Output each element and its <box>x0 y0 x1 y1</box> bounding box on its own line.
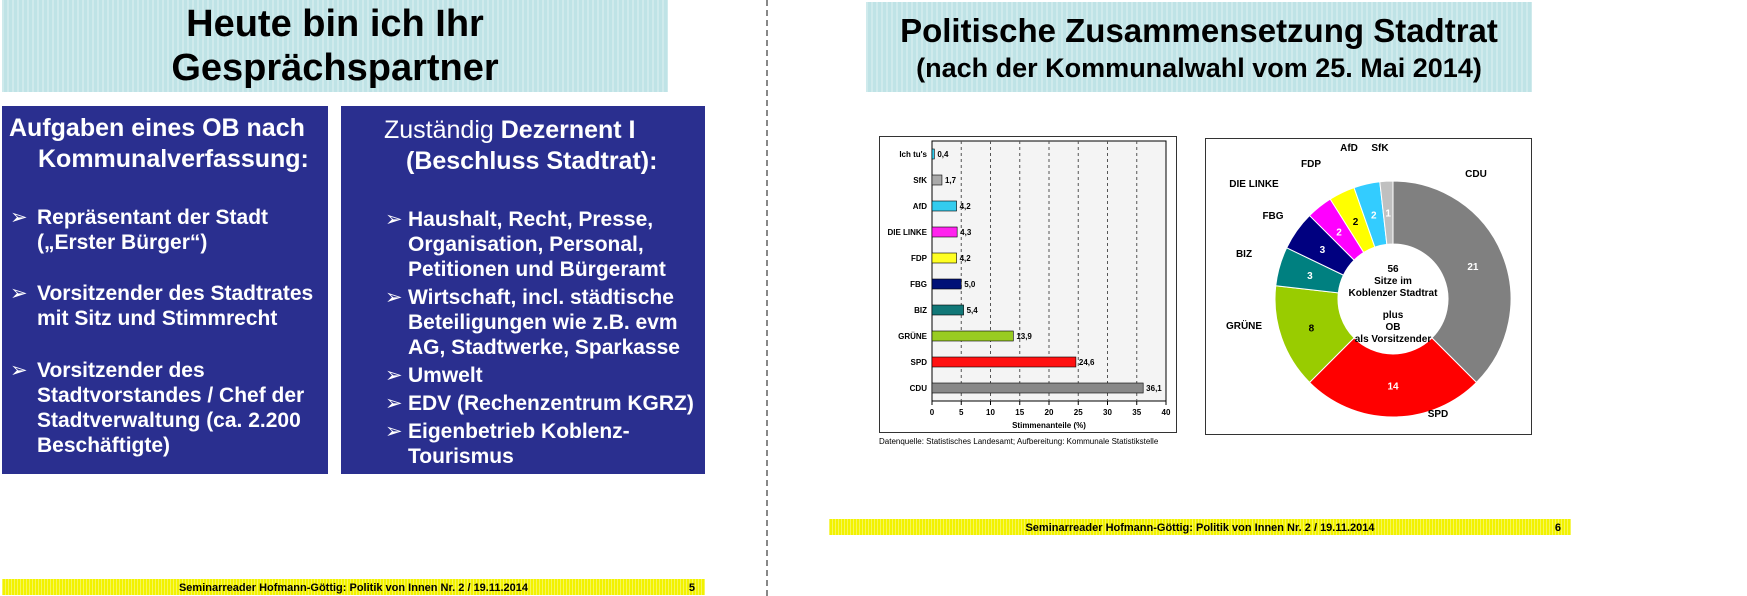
arrow-bullet-icon: ➢ <box>385 392 403 415</box>
footer-text: Seminarreader Hofmann-Göttig: Politik von Innen Nr. 2 / 19.11.2014 <box>178 582 529 594</box>
ob-tasks-box <box>2 106 328 474</box>
page-number: 5 <box>688 582 695 594</box>
slice-category-label: FBG <box>1262 211 1284 222</box>
list-item: ➢ Eigenbetrieb Koblenz- Tourismus <box>385 420 630 468</box>
slice-category-label: AfD <box>1340 143 1358 154</box>
x-tick-label: 30 <box>1103 408 1112 417</box>
arrow-bullet-icon: ➢ <box>385 208 403 231</box>
center-label: OB <box>1385 322 1401 333</box>
center-label: Koblenzer Stadtrat <box>1348 288 1438 299</box>
footer-bar-right <box>829 519 1571 535</box>
bar <box>932 149 934 159</box>
footer-text: Seminarreader Hofmann-Göttig: Politik von Innen Nr. 2 / 19.11.2014 <box>1025 522 1375 534</box>
slice-category-label: BIZ <box>1235 249 1253 260</box>
center-label: plus <box>1382 310 1404 321</box>
slide-title-line1: Heute bin ich Ihr <box>186 3 484 45</box>
slice-value-label: 1 <box>1385 208 1391 220</box>
arrow-bullet-icon: ➢ <box>10 282 28 305</box>
category-label: FDP <box>911 254 927 263</box>
x-tick-label: 15 <box>1015 408 1025 417</box>
category-label: SPD <box>910 358 927 367</box>
dezernent-heading: Zuständig Dezernent I (Beschluss Stadtrat): <box>384 116 658 175</box>
dezernent-box <box>341 106 705 474</box>
bar-chart-frame <box>879 136 1177 433</box>
category-label: BIZ <box>914 306 927 315</box>
bar <box>932 331 1013 341</box>
category-label: FBG <box>910 280 927 289</box>
center-label: 56 <box>1387 264 1399 275</box>
bar-value-label: 36,1 <box>1146 384 1162 393</box>
footer-bar-left <box>2 579 705 595</box>
bar <box>932 175 942 185</box>
list-item: ➢ Vorsitzender des Stadtrates mit Sitz und Stimmrecht <box>10 282 314 330</box>
slide-title-line1: Politische Zusammensetzung Stadtrat <box>900 12 1498 49</box>
x-tick-label: 25 <box>1073 408 1083 417</box>
x-tick-label: 5 <box>959 408 964 417</box>
bar <box>932 279 961 289</box>
slice-category-label: GRÜNE <box>1225 321 1263 332</box>
slice-category-label: SPD <box>1427 409 1449 420</box>
category-label: Ich tu's <box>899 150 927 159</box>
bar-value-label: 1,7 <box>944 176 957 185</box>
center-label: Sitze im <box>1374 276 1412 287</box>
slice-category-label: SfK <box>1371 143 1389 154</box>
category-label: SfK <box>913 176 927 185</box>
bar <box>932 305 964 315</box>
x-tick-label: 10 <box>986 408 995 417</box>
slice-value-label: 21 <box>1467 261 1479 273</box>
slice-value-label: 2 <box>1336 227 1342 239</box>
list-item: ➢ EDV (Rechenzentrum KGRZ) <box>385 392 694 415</box>
x-axis-label: Stimmenanteile (%) <box>1012 421 1086 430</box>
x-tick-label: 40 <box>1161 408 1171 417</box>
bar-chart <box>880 137 1176 432</box>
bar-value-label: 5,0 <box>964 280 976 289</box>
arrow-bullet-icon: ➢ <box>10 359 28 382</box>
bar-value-label: 13,9 <box>1016 332 1032 341</box>
slice-value-label: 8 <box>1308 323 1315 335</box>
bar-value-label: 5,4 <box>966 306 978 315</box>
list-item: ➢ Wirtschaft, incl. städtische Beteiligungen wie z.B. evm AG, Stadtwerke, Sparkasse <box>385 286 680 359</box>
arrow-bullet-icon: ➢ <box>385 420 403 443</box>
bar <box>932 227 957 237</box>
bar-value-label: 4,2 <box>959 202 971 211</box>
list-item: ➢ Haushalt, Recht, Presse, Organisation, Personal, Petitionen und Bürgeramt <box>385 208 666 281</box>
bar <box>932 253 957 263</box>
list-item: ➢ Vorsitzender des Stadtvorstandes / Chef der Stadtverwaltung (ca. 2.200 Beschäftigte) <box>10 359 305 457</box>
center-label: als Vorsitzender <box>1354 334 1432 345</box>
ob-tasks-heading: Aufgaben eines OB nach Kommunalverfassung: <box>9 114 309 173</box>
donut-chart <box>1206 139 1531 434</box>
slice-category-label: DIE LINKE <box>1229 179 1279 190</box>
arrow-bullet-icon: ➢ <box>385 364 403 387</box>
source-note: Datenquelle: Statistisches Landesamt; Aufbereitung: Kommunale Statistikstelle <box>879 437 1159 446</box>
page-divider <box>766 0 768 596</box>
list-item: ➢ Repräsentant der Stadt („Erster Bürger“) <box>10 206 269 254</box>
arrow-bullet-icon: ➢ <box>10 206 28 229</box>
slice-value-label: 14 <box>1387 381 1399 393</box>
bar <box>932 357 1076 367</box>
arrow-bullet-icon: ➢ <box>385 286 403 309</box>
slice-category-label: FDP <box>1301 159 1321 170</box>
slice-value-label: 2 <box>1352 217 1359 229</box>
list-item: ➢ Umwelt <box>385 364 483 387</box>
category-label: AfD <box>912 202 927 211</box>
slice-value-label: 2 <box>1370 210 1377 222</box>
bar-value-label: 4,3 <box>960 228 972 237</box>
category-label: CDU <box>909 384 927 393</box>
x-tick-label: 0 <box>929 408 935 417</box>
x-tick-label: 35 <box>1132 408 1142 417</box>
bar-value-label: 4,2 <box>959 254 971 263</box>
slide-title-line2: Gesprächspartner <box>171 47 499 89</box>
category-label: GRÜNE <box>898 332 927 341</box>
category-label: DIE LINKE <box>887 228 927 237</box>
slice-category-label: CDU <box>1465 169 1487 180</box>
bar <box>932 201 957 211</box>
bar-value-label: 0,4 <box>937 150 949 159</box>
slice-value-label: 3 <box>1319 244 1326 256</box>
slide-title-right <box>866 2 1532 92</box>
page-number: 6 <box>1554 522 1561 534</box>
slice-value-label: 3 <box>1307 271 1313 283</box>
slide-title-line2: (nach der Kommunalwahl vom 25. Mai 2014) <box>916 53 1482 83</box>
bar-value-label: 24,6 <box>1078 358 1095 367</box>
bar <box>932 383 1143 393</box>
slide-title-left <box>2 0 668 92</box>
x-tick-label: 20 <box>1044 408 1054 417</box>
donut-chart-frame <box>1205 138 1532 435</box>
